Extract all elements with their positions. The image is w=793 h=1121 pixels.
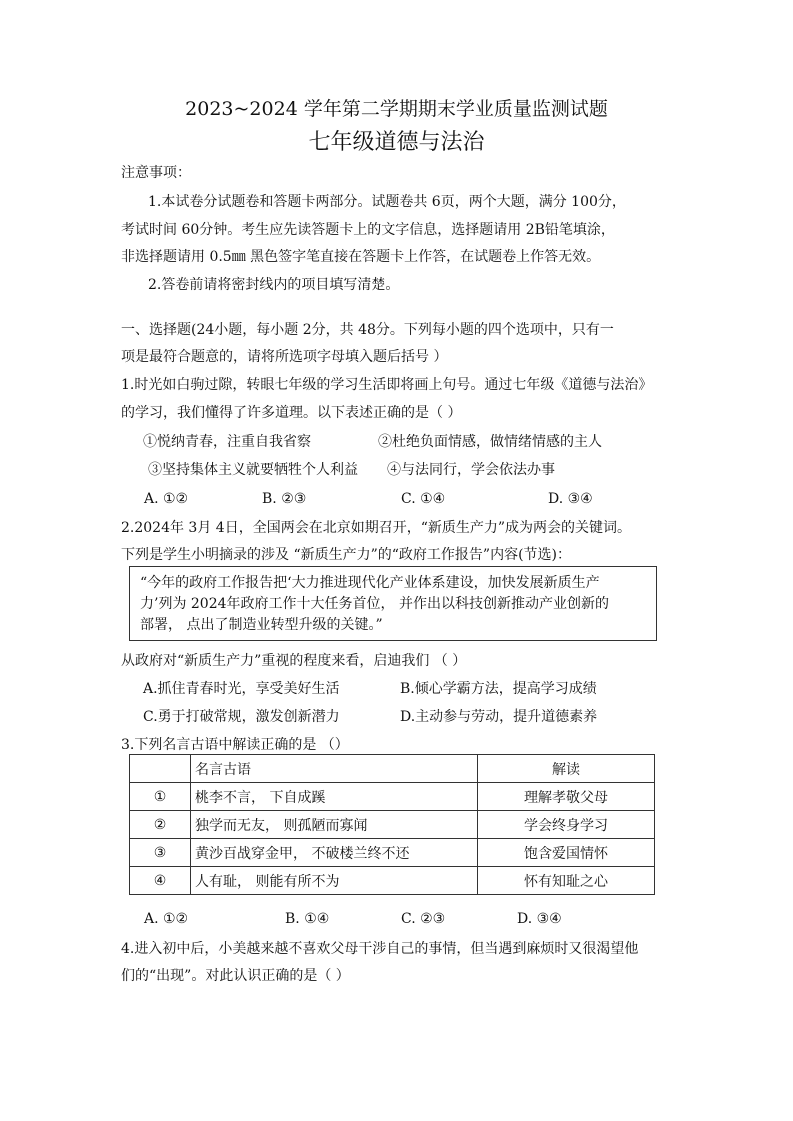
quote-line: 部署， 点出了制造业转型升级的关键。” [140,617,383,633]
option-b[interactable]: B.倾心学霸方法，提高学习成绩 [400,681,597,697]
section-heading: 一、选择题(24小题，每小题 2分，共 48分。下列每小题的四个选项中，只有一 [121,322,614,338]
question-1-stem: 1.时光如白驹过隙，转眼七年级的学习生活即将画上句号。通过七年级《道德与法治》 [121,377,653,393]
table-header-row [130,755,655,783]
table-cell-proverb: 黄沙百战穿金甲， 不破楼兰终不还 [191,839,478,867]
option-a[interactable]: A. ①② [144,491,189,507]
question-2-stem: 下列是学生小明摘录的涉及 “新质生产力”的“政府工作报告”内容(节选)： [121,547,572,563]
option-d[interactable]: D. ③④ [548,491,593,507]
table-row [130,811,655,839]
table-header-cell: 解读 [478,755,655,783]
notes-heading: 注意事项： [121,165,191,181]
section-heading: 项是最符合题意的，请将所选项字母填入题后括号 ） [121,349,448,365]
quote-box [129,566,657,641]
table-cell-number: ④ [130,867,191,895]
notes-line: 1.本试卷分试题卷和答题卡两部分。试题卷共 6页，两个大题，满分 100分， [148,194,626,210]
question-3-stem: 3.下列名言古语中解读正确的是 （） [121,737,349,753]
question-1-statement: ②杜绝负面情感，做情绪情感的主人 [378,434,602,450]
table-cell-interpretation: 怀有知耻之心 [478,867,655,895]
question-3-options [0,909,793,929]
option-a[interactable]: A.抓住青春时光，享受美好生活 [143,681,340,697]
table-cell-interpretation: 理解孝敬父母 [478,783,655,811]
question-1-statement: ③坚持集体主义就要牺牲个人利益 [148,462,358,478]
table-cell-number: ① [130,783,191,811]
question-1-stem: 的学习，我们懂得了许多道理。以下表述正确的是（ ） [121,405,462,421]
table-cell-proverb: 独学而无友， 则孤陋而寡闻 [191,811,478,839]
option-d[interactable]: D. ③④ [517,911,562,927]
notes-line: 非选择题请用 0.5㎜ 黑色签字笔直接在答题卡上作答，在试题卷上作答无效。 [121,249,601,265]
option-b[interactable]: B. ②③ [262,491,307,507]
quote-line: 力’列为 2024年政府工作十大任务首位， 并作出以科技创新推动产业创新的 [140,596,609,612]
option-d[interactable]: D.主动参与劳动，提升道德素养 [400,709,598,725]
question-4-stem: 4.进入初中后，小美越来越不喜欢父母干涉自己的事情，但当遇到麻烦时又很渴望他 [121,941,639,957]
question-1-options [0,489,793,509]
table-header-cell [130,755,191,783]
option-a[interactable]: A. ①② [144,911,189,927]
question-1-statement: ④与法同行，学会依法办事 [387,462,555,478]
table-row [130,839,655,867]
table-header-cell: 名言古语 [191,755,478,783]
question-2-prompt: 从政府对“新质生产力”重视的程度来看，启迪我们 （ ） [121,653,467,669]
table-cell-proverb: 人有耻， 则能有所不为 [191,867,478,895]
table-row [130,783,655,811]
question-1-statement: ①悦纳青春，注重自我省察 [143,434,311,450]
table-cell-number: ③ [130,839,191,867]
question-2-stem: 2.2024年 3月 4日，全国两会在北京如期召开，“新质生产力”成为两会的关键词。 [121,520,632,536]
quote-line: “今年的政府工作报告把‘大力推进现代化产业体系建设，加快发展新质生产 [140,575,600,591]
option-c[interactable]: C.勇于打破常规，激发创新潜力 [143,709,340,725]
notes-line: 考试时间 60分钟。考生应先读答题卡上的文字信息，选择题请用 2B铅笔填涂， [121,222,615,238]
table-row [130,867,655,895]
proverbs-table [129,754,655,895]
exam-title: 2023~2024 学年第二学期期末学业质量监测试题 [185,98,608,120]
table-cell-proverb: 桃李不言， 下自成蹊 [191,783,478,811]
option-b[interactable]: B. ①④ [285,911,330,927]
table-cell-interpretation: 饱含爱国情怀 [478,839,655,867]
notes-line: 2.答卷前请将密封线内的项目填写清楚。 [148,277,400,293]
option-c[interactable]: C. ①④ [401,491,446,507]
table-cell-interpretation: 学会终身学习 [478,811,655,839]
option-c[interactable]: C. ②③ [401,911,446,927]
question-4-stem: 们的“出现”。对此认识正确的是（ ） [121,968,350,984]
subject-title: 七年级道德与法治 [308,130,485,155]
table-cell-number: ② [130,811,191,839]
